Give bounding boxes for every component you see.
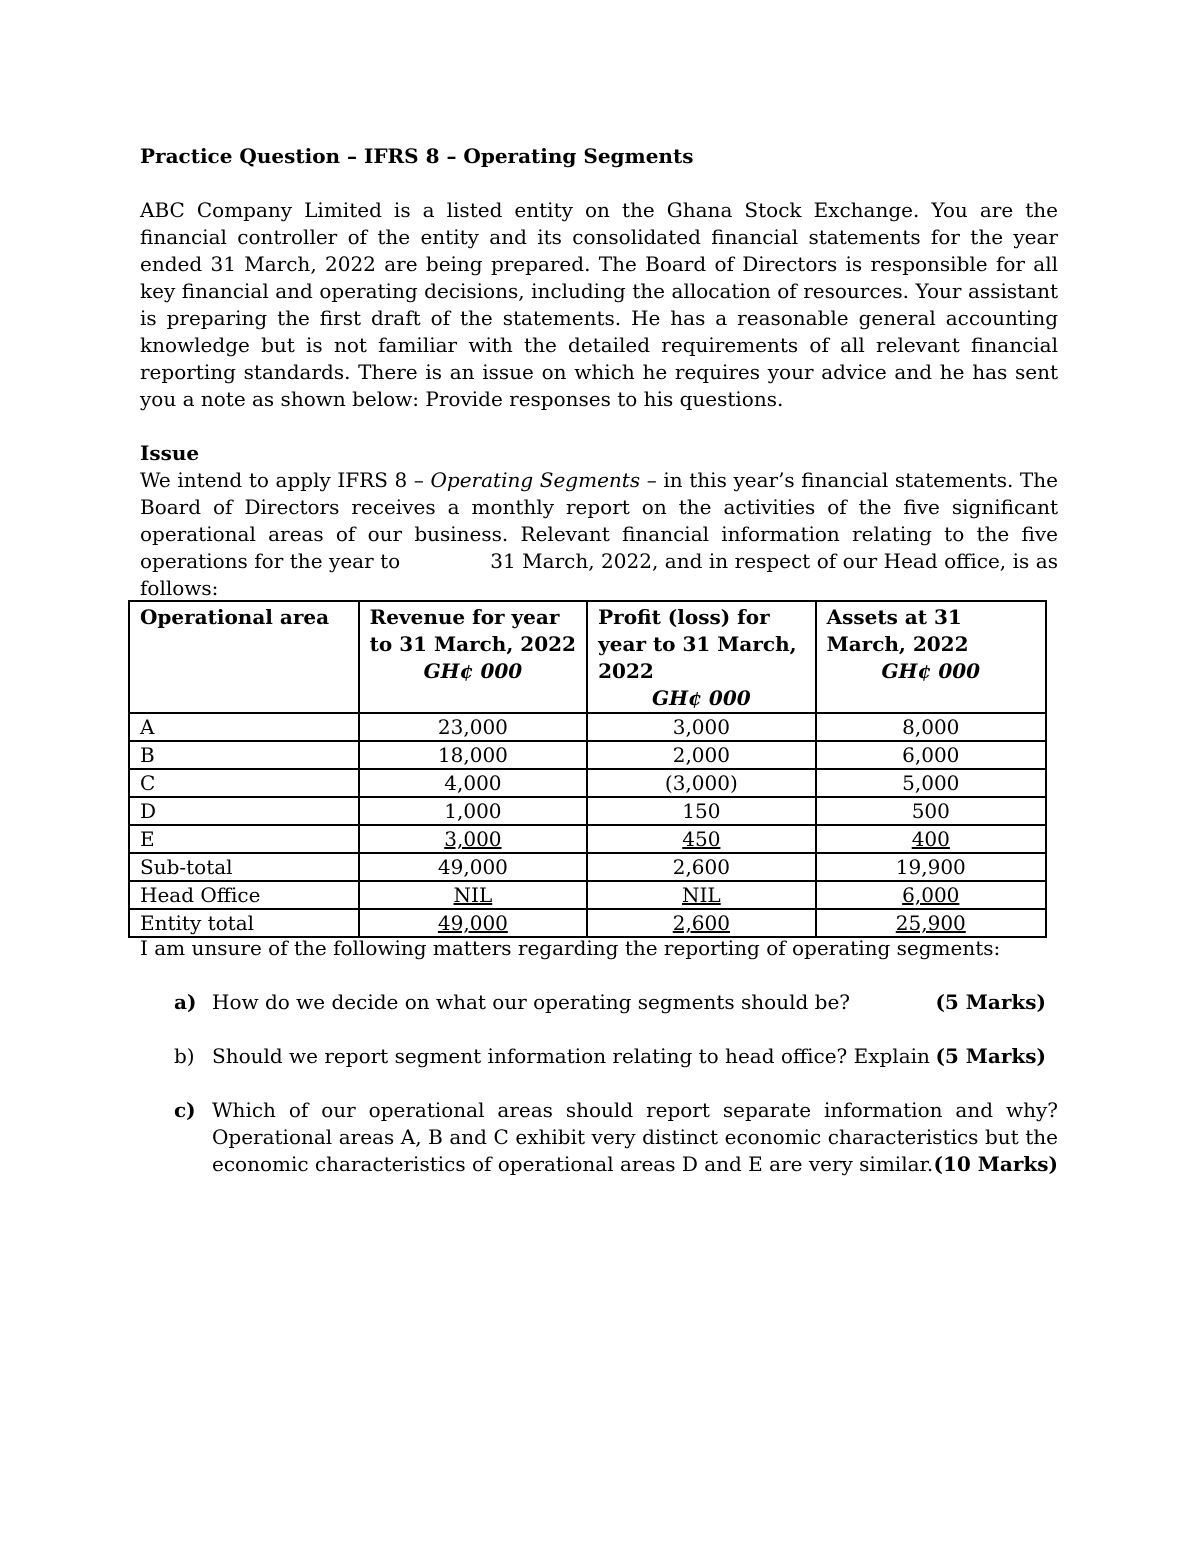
header-assets-unit: GH¢ 000 [881, 659, 981, 683]
question-c-marks: (10 Marks) [933, 1152, 1058, 1176]
unsure-line: I am unsure of the following matters regarding the reporting of operating segments: [140, 936, 1001, 960]
page-title: Practice Question – IFRS 8 – Operating Segments [140, 144, 694, 168]
table-header-row [129, 601, 1046, 713]
issue-text-italic: Operating Segments [430, 468, 641, 492]
document-page [140, 140, 1058, 602]
issue-paragraph [140, 467, 1058, 602]
question-c-text: Which of our operational areas should report separate information and why? Operational areas A, B and C exhibit very distinct economic characteristics but the economic characteristics of operational areas D and E are very similar. [212, 1098, 1058, 1176]
table-row: Head Office NIL NIL 6,000 [129, 881, 1046, 909]
intro-paragraph: ABC Company Limited is a listed entity on the Ghana Stock Exchange. You are the financial controller of the entity and its consolidated financial statements for the year ended 31 March, 2022 are being prepared. The Board of Directors is responsible for all key financial and operating decisions, including the allocation of resources. Your assistant is preparing the first draft of the statements. He has a reasonable general accounting knowledge but is not familiar with the detailed requirements of all relevant financial reporting standards. There is an issue on which he requires your advice and he has sent you a note as shown below: Provide responses to his questions. [140, 198, 1058, 411]
table-row: B 18,000 2,000 6,000 [129, 741, 1046, 769]
header-assets: Assets at 31 March, 2022 GH¢ 000 [816, 601, 1046, 713]
table-row: D 1,000 150 500 [129, 797, 1046, 825]
table-row: E 3,000 450 400 [129, 825, 1046, 853]
question-c [140, 1097, 1058, 1178]
question-b-label: b) [174, 1044, 195, 1068]
segment-table [128, 600, 1047, 938]
question-a [140, 989, 1058, 1016]
table-row: Entity total 49,000 2,600 25,900 [129, 909, 1046, 937]
table-row: C 4,000 (3,000) 5,000 [129, 769, 1046, 797]
issue-text-after-italic: – in this year’s financial statements. The Board of Directors receives a monthly report on the activities of the five significant operational areas of our business. Relevant financial information relating to the five operations for the year to [140, 468, 1058, 573]
issue-heading: Issue [140, 441, 200, 465]
question-a-text: How do we decide on what our operating segments should be? [212, 990, 851, 1014]
table-row: A 23,000 3,000 8,000 [129, 713, 1046, 741]
question-c-label: c) [174, 1098, 196, 1122]
question-b-marks: (5 Marks) [935, 1044, 1046, 1068]
header-operational-area: Operational area [129, 601, 359, 713]
header-profit: Profit (loss) for year to 31 March, 2022 GH¢ 000 [587, 601, 815, 713]
table-row: Sub-total 49,000 2,600 19,900 [129, 853, 1046, 881]
question-a-label: a) [174, 990, 197, 1014]
question-b [140, 1043, 1058, 1070]
question-b-text: Should we report segment information relating to head office? Explain [212, 1044, 930, 1068]
header-revenue-unit: GH¢ 000 [423, 659, 523, 683]
header-profit-unit: GH¢ 000 [652, 686, 751, 710]
question-a-marks: (5 Marks) [935, 990, 1046, 1014]
questions-section [140, 935, 1058, 1178]
issue-text-end: 31 March, 2022, and in respect of our Head office, is as follows: [140, 549, 1058, 600]
issue-text-before: We intend to apply IFRS 8 – [140, 468, 431, 492]
header-revenue: Revenue for year to 31 March, 2022 GH¢ 000 [359, 601, 587, 713]
